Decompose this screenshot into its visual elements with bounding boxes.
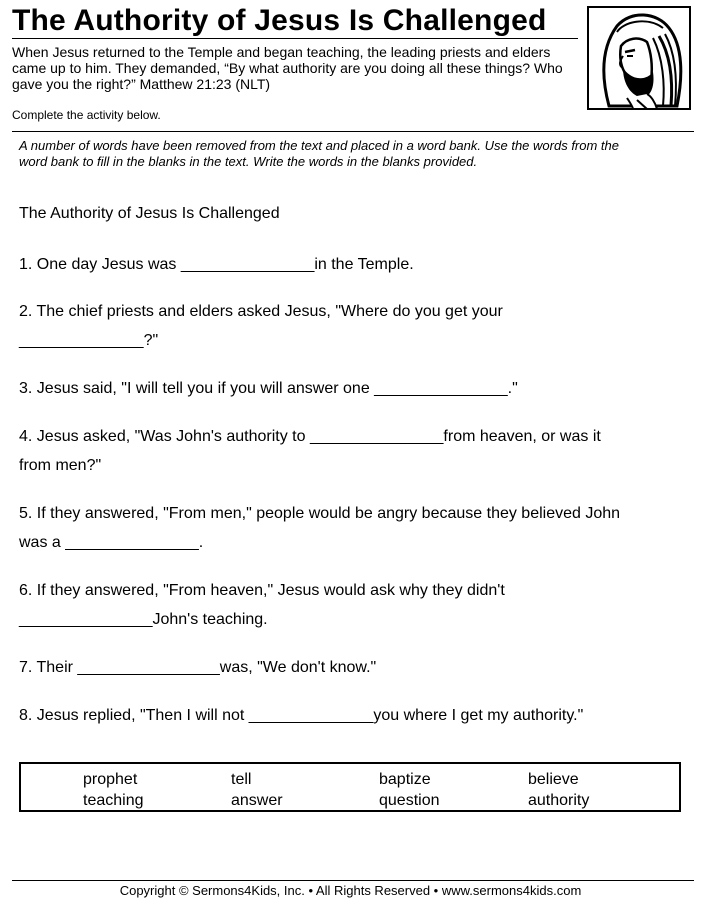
page-title: The Authority of Jesus Is Challenged (12, 4, 547, 37)
question-2 (19, 297, 699, 355)
question-line: 6. If they answered, "From heaven," Jesus would ask why they didn't (19, 582, 505, 599)
question-line: 3. Jesus said, "I will tell you if you will answer one _______________." (19, 380, 518, 397)
activity-subtitle: The Authority of Jesus Is Challenged (19, 205, 280, 222)
question-line: from men?" (19, 457, 102, 474)
question-line: 5. If they answered, "From men," people would be angry because they believed John (19, 505, 621, 522)
question-line: 7. Their ________________was, "We don't know." (19, 659, 377, 676)
footer-copyright: Copyright © Sermons4Kids, Inc. • All Rights Reserved • www.sermons4kids.com (119, 883, 582, 898)
question-line: 4. Jesus asked, "Was John's authority to _______________from heaven, or was it (19, 428, 601, 445)
word-bank-word: answer (231, 792, 283, 809)
title-divider (12, 38, 578, 39)
question-8 (19, 701, 699, 730)
footer-divider (12, 880, 694, 881)
question-line: ______________?" (19, 332, 159, 349)
word-bank-row (21, 769, 679, 790)
question-5 (19, 499, 699, 557)
question-3 (19, 374, 699, 403)
instructions-divider (12, 131, 694, 132)
intro-text: When Jesus returned to the Temple and began teaching, the leading priests and elders came up to him. They demanded, “By what authority are you doing all these things? Who gave you the right?” Matthew 21:23 (NLT) (12, 44, 563, 92)
question-line: was a _______________. (19, 534, 204, 551)
question-1 (19, 250, 699, 279)
question-line: _______________John's teaching. (19, 611, 268, 628)
word-bank-word: believe (528, 771, 579, 788)
question-line: 1. One day Jesus was _______________in the Temple. (19, 256, 414, 273)
word-bank-word: prophet (83, 771, 138, 788)
question-line: 2. The chief priests and elders asked Jesus, "Where do you get your (19, 303, 503, 320)
question-line: 8. Jesus replied, "Then I will not ______________you where I get my authority." (19, 707, 584, 724)
question-7 (19, 653, 699, 682)
jesus-portrait-icon (587, 6, 691, 110)
word-bank-word: teaching (83, 792, 144, 809)
word-bank-word: baptize (379, 771, 431, 788)
word-bank-word: question (379, 792, 440, 809)
word-bank-row (21, 790, 679, 811)
question-6 (19, 576, 699, 634)
word-bank-word: tell (231, 771, 252, 788)
instructions-text: A number of words have been removed from the text and placed in a word bank. Use the words from the word bank to fill in the blanks in the text. Write the words in the blanks provided. (19, 138, 619, 169)
word-bank-word: authority (528, 792, 590, 809)
complete-label: Complete the activity below. (12, 108, 161, 122)
word-bank (19, 762, 681, 812)
question-4 (19, 422, 699, 480)
